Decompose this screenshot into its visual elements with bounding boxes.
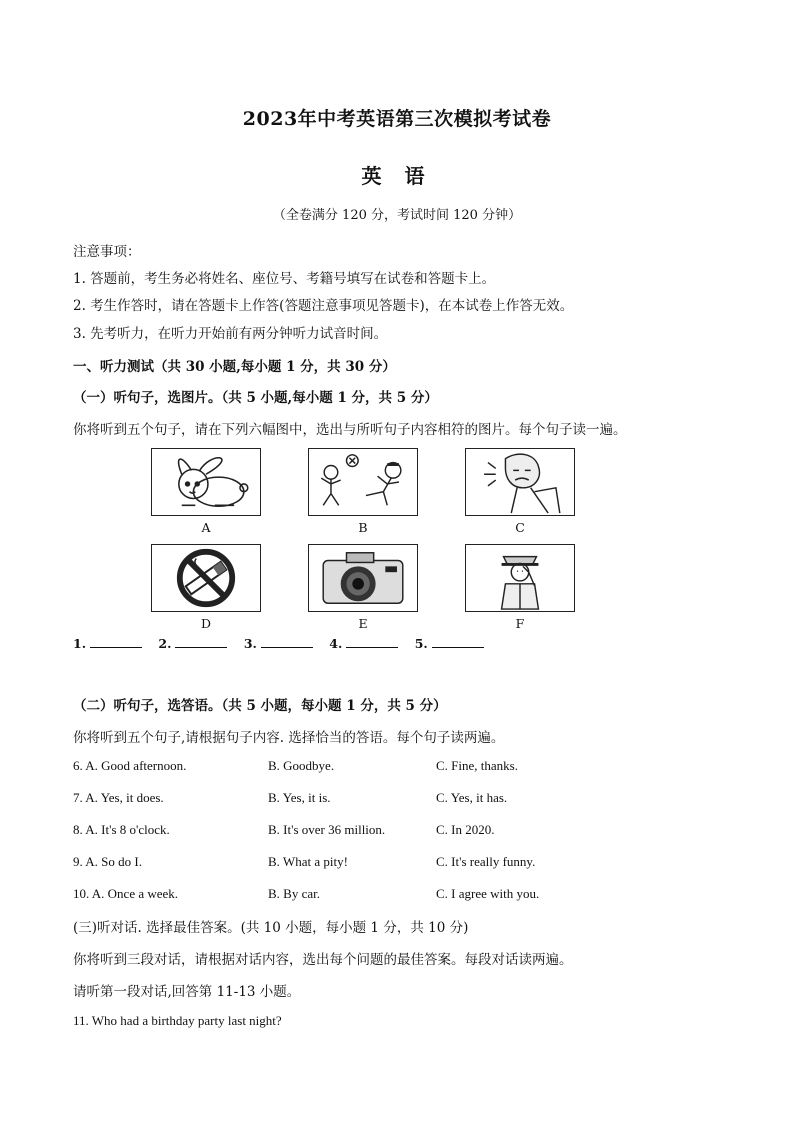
notice-item: 2. 考生作答时，请在答题卡上作答(答题注意事项见答题卡)，在本试卷上作答无效。 (73, 298, 574, 314)
notice-item: 3. 先考听力，在听力开始前有两分钟听力试音时间。 (73, 326, 388, 342)
blank-label: 5. (414, 636, 428, 651)
section-heading: 一、听力测试（共 30 小题,每小题 1 分，共 30 分） (73, 359, 396, 375)
soccer-kids-icon (309, 449, 417, 515)
image-a (151, 448, 261, 516)
part3-instruction: 你将听到三段对话，请根据对话内容，选出每个问题的最佳答案。每段对话读两遍。 (73, 952, 573, 968)
answer-blank-4[interactable] (346, 637, 398, 648)
answer-blank-5[interactable] (432, 637, 484, 648)
option-c: C. It's really funny. (436, 854, 536, 869)
image-caption: D (200, 616, 212, 631)
part2-instruction: 你将听到五个句子,请根据句子内容. 选择恰当的答语。每个句子读两遍。 (73, 730, 505, 746)
answer-blank-1[interactable] (90, 637, 142, 648)
notice-item: 1. 答题前，考生务必将姓名、座位号、考籍号填写在试卷和答题卡上。 (73, 271, 496, 287)
image-e (308, 544, 418, 612)
coughing-woman-icon (466, 449, 574, 515)
option-b: B. By car. (268, 886, 320, 901)
option-c: C. I agree with you. (436, 886, 540, 901)
option-b: B. Goodbye. (268, 758, 335, 773)
option-a: 7. A. Yes, it does. (73, 790, 164, 805)
image-caption: B (358, 520, 368, 535)
option-a: 8. A. It's 8 o'clock. (73, 822, 170, 837)
option-c: C. Fine, thanks. (436, 758, 518, 773)
exam-title: 2023年中考英语第三次模拟考试卷 (242, 108, 552, 130)
blank-label: 2. (158, 636, 172, 651)
question-11: 11. Who had a birthday party last night? (73, 1013, 282, 1028)
blank-label: 1. (73, 636, 87, 651)
option-a: 9. A. So do I. (73, 854, 142, 869)
image-caption: F (515, 616, 525, 631)
image-caption: A (201, 520, 211, 535)
image-d (151, 544, 261, 612)
blank-label: 3. (243, 636, 257, 651)
option-c: C. Yes, it has. (436, 790, 508, 805)
answer-blanks (73, 636, 496, 651)
option-b: B. It's over 36 million. (268, 822, 386, 837)
blank-label: 4. (329, 636, 343, 651)
image-caption: C (515, 520, 525, 535)
image-f (465, 544, 575, 612)
option-c: C. In 2020. (436, 822, 495, 837)
option-a: 6. A. Good afternoon. (73, 758, 187, 773)
rabbit-icon (152, 449, 260, 515)
police-officer-icon (466, 545, 574, 611)
no-smoking-icon (152, 545, 260, 611)
option-b: B. Yes, it is. (268, 790, 331, 805)
subject-title: 英 语 (361, 164, 433, 188)
part2-heading: （二）听句子，选答语。（共 5 小题，每小题 1 分，共 5 分） (73, 698, 447, 714)
image-c (465, 448, 575, 516)
option-b: B. What a pity! (268, 854, 348, 869)
answer-blank-3[interactable] (261, 637, 313, 648)
part1-instruction: 你将听到五个句子，请在下列六幅图中，选出与所听句子内容相符的图片。每个句子读一遍。 (73, 422, 627, 438)
option-a: 10. A. Once a week. (73, 886, 179, 901)
image-caption: E (358, 616, 368, 631)
answer-blank-2[interactable] (175, 637, 227, 648)
part1-heading: （一）听句子，选图片。（共 5 小题,每小题 1 分，共 5 分） (73, 390, 438, 406)
image-b (308, 448, 418, 516)
camera-icon (309, 545, 417, 611)
exam-meta: （全卷满分 120 分，考试时间 120 分钟） (272, 208, 522, 223)
part3-heading: (三)听对话. 选择最佳答案。(共 10 小题，每小题 1 分，共 10 分) (73, 920, 469, 936)
notice-heading: 注意事项： (73, 244, 141, 260)
part3-sub-instruction: 请听第一段对话,回答第 11-13 小题。 (73, 984, 301, 1000)
